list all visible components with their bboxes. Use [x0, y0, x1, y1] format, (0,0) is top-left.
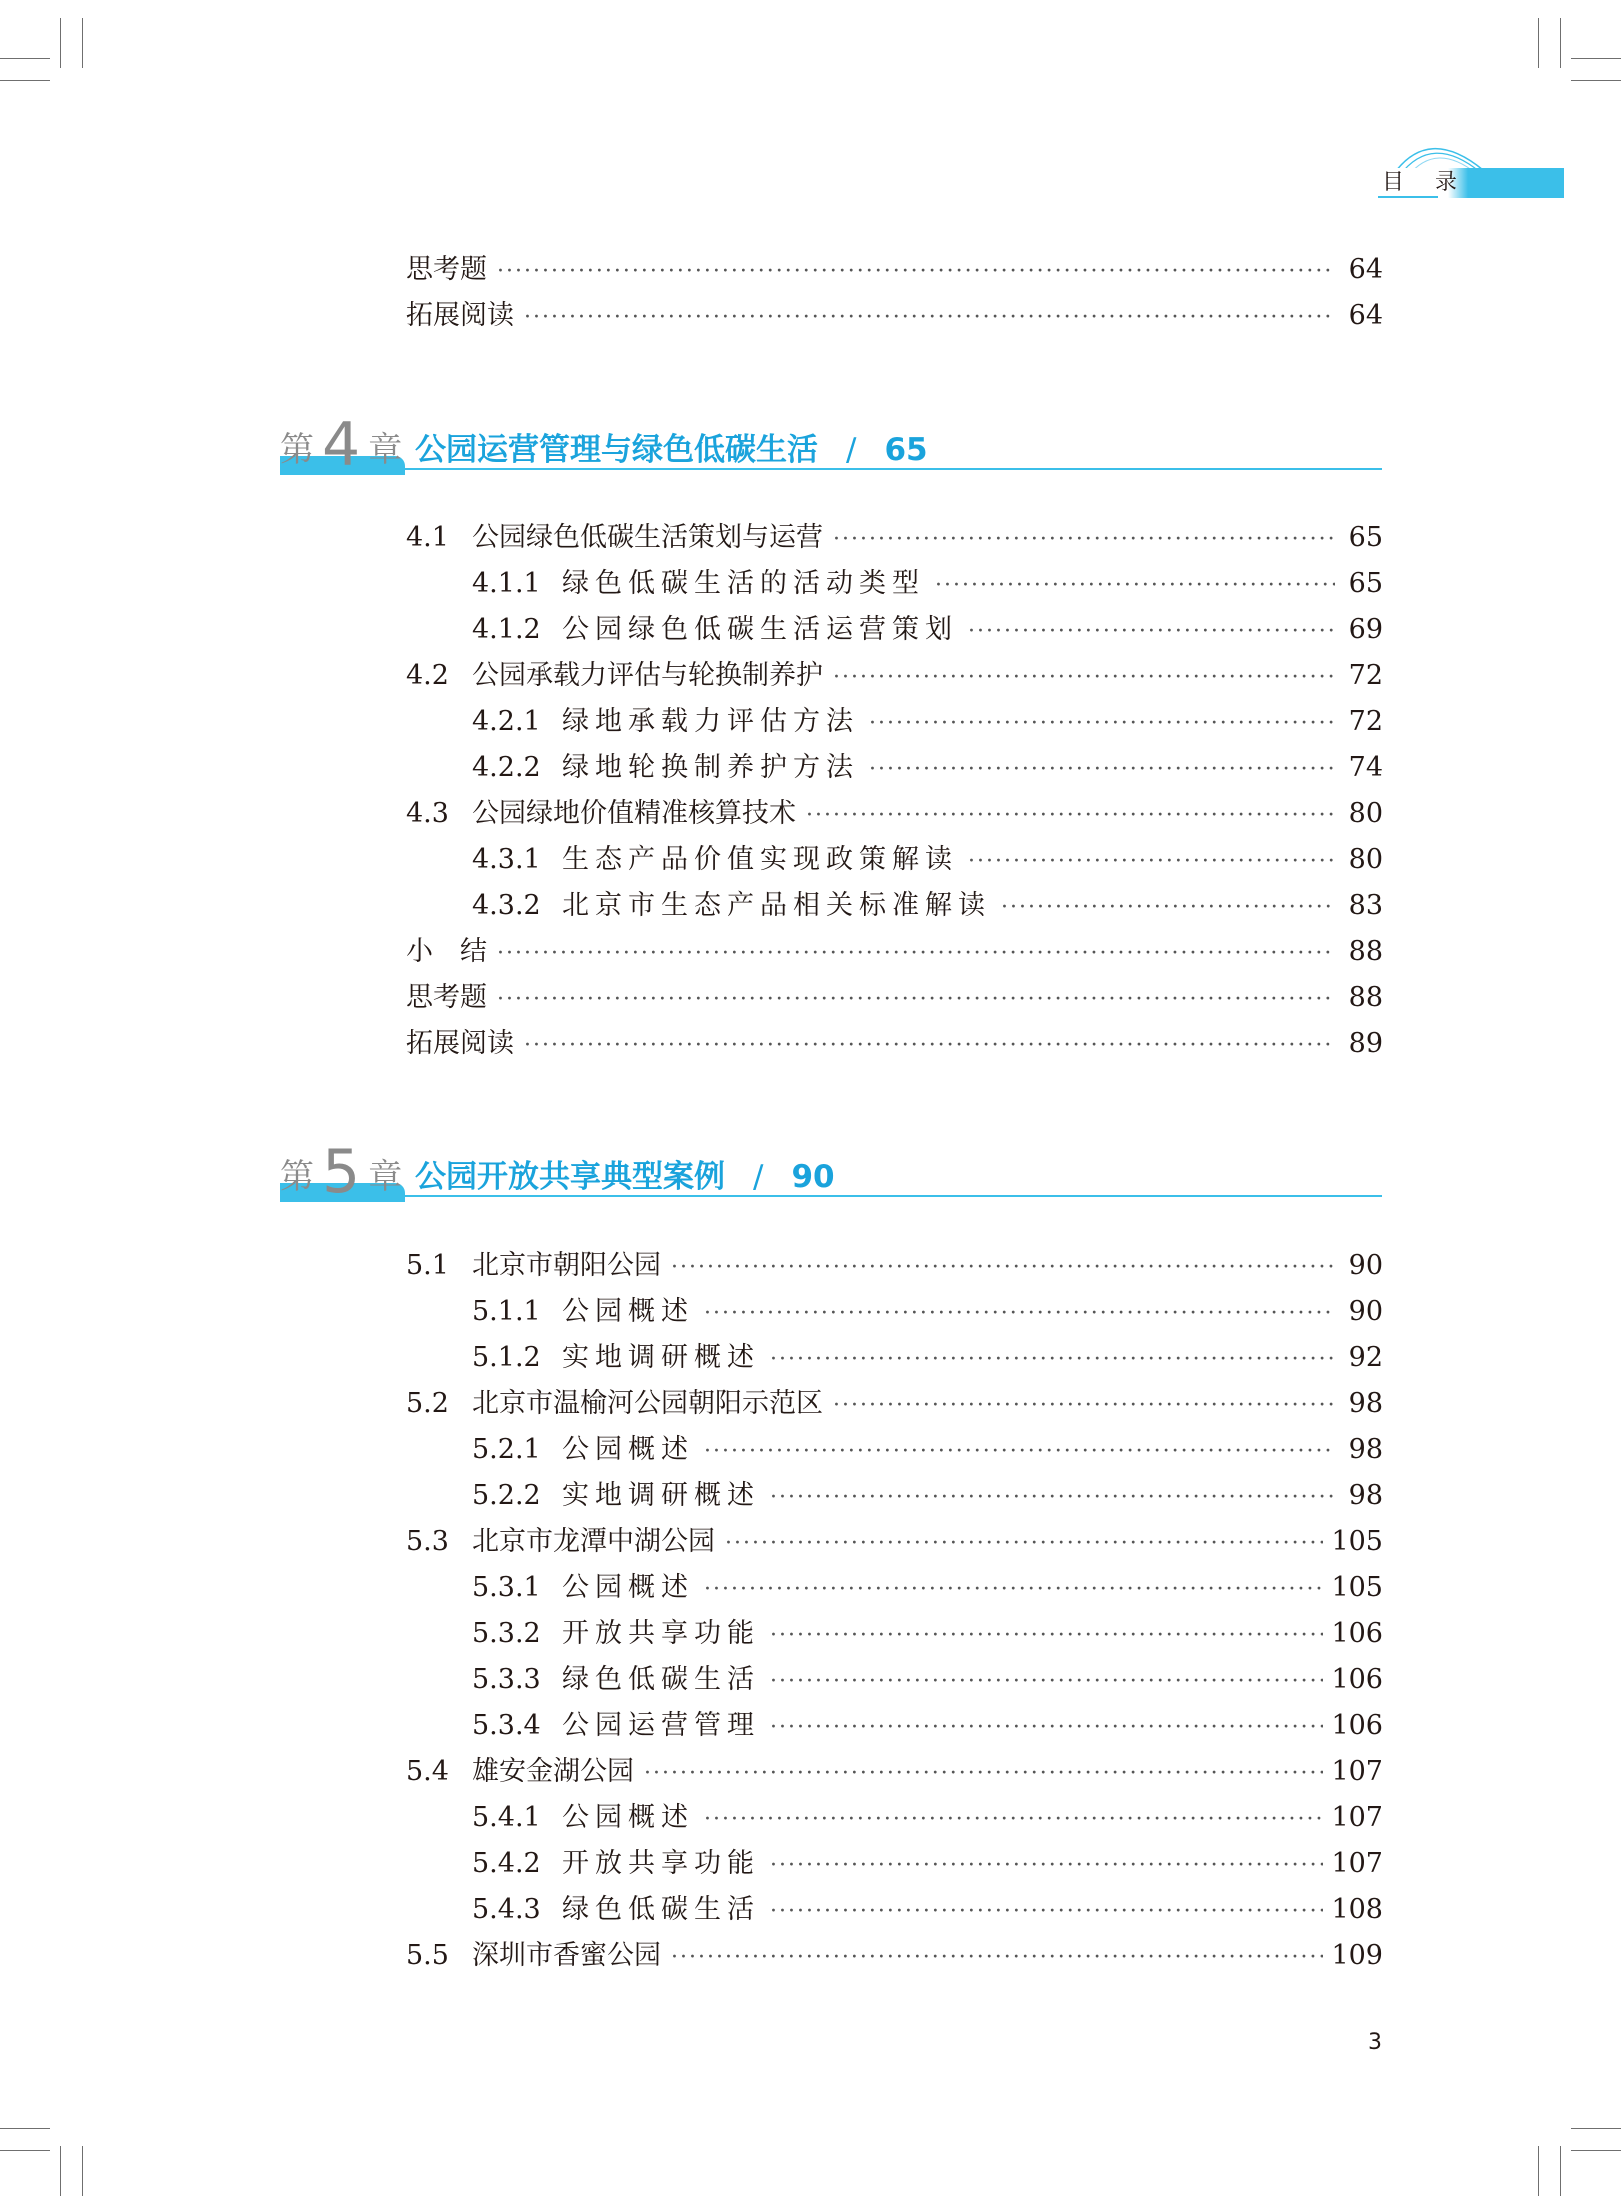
chapter-prefix: 第 [280, 1157, 314, 1197]
crop-mark [1560, 2146, 1561, 2196]
toc-entry-page: 72 [1348, 706, 1383, 737]
chapter-5-heading[interactable] [280, 1137, 1382, 1217]
toc-entry-number: 4.2 [406, 660, 449, 691]
crop-mark [1560, 18, 1561, 68]
toc-entry-title: 公园承载力评估与轮换制养护 [472, 660, 823, 691]
toc-entry-number: 4.3 [406, 798, 449, 829]
toc-entry-page: 98 [1348, 1388, 1383, 1419]
toc-entry[interactable] [406, 296, 1383, 336]
dot-leader [524, 298, 1335, 338]
dot-leader [770, 1708, 1323, 1748]
crop-mark [60, 2146, 61, 2196]
toc-entry[interactable] [406, 978, 1383, 1018]
toc-entry-number: 5.3 [406, 1526, 449, 1557]
chapter-title [415, 1151, 835, 1196]
chapter-4-heading[interactable] [280, 410, 1382, 490]
chapter-title-text: 公园运营管理与绿色低碳生活 [415, 432, 818, 468]
toc-entry-number: 5.3.1 [472, 1572, 541, 1603]
toc-entry-title: 绿色低碳生活 [562, 1894, 760, 1925]
toc-entry-title: 雄安金湖公园 [472, 1756, 634, 1787]
toc-subsection-entry[interactable] [472, 1614, 1383, 1654]
toc-section-entry[interactable] [406, 1936, 1383, 1976]
dot-leader [725, 1524, 1323, 1564]
toc-entry-page: 88 [1348, 936, 1383, 967]
toc-entry-number: 5.4 [406, 1756, 449, 1787]
toc-entry-page: 106 [1331, 1618, 1383, 1649]
toc-entry-title: 绿地轮换制养护方法 [562, 752, 859, 783]
toc-entry-title: 小 结 [406, 936, 487, 967]
dot-leader [806, 796, 1335, 836]
toc-subsection-entry[interactable] [472, 840, 1383, 880]
dot-leader [497, 980, 1335, 1020]
chapter-title-separator: / [753, 1159, 764, 1195]
toc-section-entry[interactable] [406, 1384, 1383, 1424]
dot-leader [671, 1248, 1335, 1288]
dot-leader [704, 1294, 1335, 1334]
toc-section-entry[interactable] [406, 1522, 1383, 1562]
crop-mark [60, 18, 61, 68]
toc-entry[interactable] [406, 932, 1383, 972]
chapter-page: 65 [884, 432, 928, 468]
crop-mark [82, 2146, 83, 2196]
toc-subsection-entry[interactable] [472, 1706, 1383, 1746]
toc-entry-number: 4.2.1 [472, 706, 541, 737]
toc-entry-page: 106 [1331, 1710, 1383, 1741]
chapter-number-label [280, 410, 402, 480]
toc-entry-page: 88 [1348, 982, 1383, 1013]
dot-leader [770, 1340, 1335, 1380]
toc-subsection-entry[interactable] [472, 564, 1383, 604]
toc-entry-number: 5.1.2 [472, 1342, 541, 1373]
chapter-title [415, 424, 928, 469]
toc-entry-title: 拓展阅读 [406, 1028, 514, 1059]
dot-leader [770, 1616, 1323, 1656]
toc-entry-title: 思考题 [406, 254, 487, 285]
toc-entry-title: 公园运营管理 [562, 1710, 760, 1741]
dot-leader [833, 1386, 1335, 1426]
toc-entry-title: 拓展阅读 [406, 300, 514, 331]
toc-section-entry[interactable] [406, 1246, 1383, 1286]
dot-leader [704, 1570, 1323, 1610]
toc-entry-page: 69 [1348, 614, 1383, 645]
dot-leader [968, 612, 1335, 652]
chapter-suffix: 章 [368, 430, 403, 470]
toc-entry-title: 公园绿色低碳生活运营策划 [562, 614, 958, 645]
toc-entry-title: 北京市龙潭中湖公园 [472, 1526, 715, 1557]
toc-entry-number: 5.3.2 [472, 1618, 541, 1649]
toc-entry-title: 绿地承载力评估方法 [562, 706, 859, 737]
crop-mark [1538, 18, 1539, 68]
crop-mark [1571, 2150, 1621, 2151]
toc-entry-number: 5.4.2 [472, 1848, 541, 1879]
toc-section-entry[interactable] [406, 1752, 1383, 1792]
toc-entry-page: 72 [1348, 660, 1383, 691]
toc-entry-page: 107 [1331, 1802, 1383, 1833]
crop-mark [1538, 2146, 1539, 2196]
crop-mark [0, 2128, 50, 2129]
dot-leader [770, 1662, 1323, 1702]
dot-leader [869, 750, 1335, 790]
toc-subsection-entry[interactable] [472, 1568, 1383, 1608]
chapter-title-text: 公园开放共享典型案例 [415, 1159, 725, 1195]
toc-entry-title: 北京市朝阳公园 [472, 1250, 661, 1281]
toc-subsection-entry[interactable] [472, 748, 1383, 788]
toc-entry-title: 北京市生态产品相关标准解读 [562, 890, 991, 921]
toc-entry-number: 5.5 [406, 1940, 449, 1971]
dot-leader [833, 658, 1335, 698]
toc-entry-number: 4.1 [406, 522, 449, 553]
toc-entry-title: 公园概述 [562, 1434, 694, 1465]
toc-subsection-entry[interactable] [472, 1430, 1383, 1470]
toc-entry-page: 90 [1348, 1296, 1383, 1327]
toc-entry-page: 74 [1348, 752, 1383, 783]
toc-entry-title: 公园概述 [562, 1572, 694, 1603]
toc-subsection-entry[interactable] [472, 1890, 1383, 1930]
toc-entry-title: 实地调研概述 [562, 1342, 760, 1373]
toc-entry-title: 深圳市香蜜公园 [472, 1940, 661, 1971]
toc-entry-title: 公园概述 [562, 1802, 694, 1833]
toc-entry-number: 5.1.1 [472, 1296, 541, 1327]
dot-leader [524, 1026, 1335, 1066]
crop-mark [0, 2150, 50, 2151]
toc-entry-number: 5.4.1 [472, 1802, 541, 1833]
toc-entry-page: 108 [1331, 1894, 1383, 1925]
toc-entry-number: 5.2.2 [472, 1480, 541, 1511]
toc-entry-title: 开放共享功能 [562, 1848, 760, 1879]
toc-entry-number: 5.3.3 [472, 1664, 541, 1695]
toc-entry-title: 北京市温榆河公园朝阳示范区 [472, 1388, 823, 1419]
chapter-number: 5 [322, 1137, 361, 1207]
toc-entry-title: 实地调研概述 [562, 1480, 760, 1511]
toc-entry-number: 5.3.4 [472, 1710, 541, 1741]
toc-subsection-entry[interactable] [472, 1798, 1383, 1838]
dot-leader [497, 252, 1335, 292]
chapter-title-separator: / [846, 432, 857, 468]
toc-entry-page: 109 [1331, 1940, 1383, 1971]
toc-entry-page: 65 [1348, 568, 1383, 599]
toc-entry-title: 公园概述 [562, 1296, 694, 1327]
toc-entry[interactable] [406, 250, 1383, 290]
crop-mark [1571, 58, 1621, 59]
toc-subsection-entry[interactable] [472, 702, 1383, 742]
chapter-suffix: 章 [368, 1157, 403, 1197]
toc-entry-number: 5.2.1 [472, 1434, 541, 1465]
dot-leader [770, 1892, 1323, 1932]
toc-entry-page: 83 [1348, 890, 1383, 921]
toc-entry-title: 公园绿地价值精准核算技术 [472, 798, 796, 829]
toc-entry-number: 4.3.2 [472, 890, 541, 921]
toc-subsection-entry[interactable] [472, 1476, 1383, 1516]
toc-entry-page: 89 [1348, 1028, 1383, 1059]
toc-subsection-entry[interactable] [472, 1660, 1383, 1700]
toc-entry-page: 65 [1348, 522, 1383, 553]
dot-leader [770, 1478, 1335, 1518]
toc-subsection-entry[interactable] [472, 1844, 1383, 1884]
dot-leader [671, 1938, 1323, 1978]
toc-subsection-entry[interactable] [472, 1338, 1383, 1378]
toc-entry-title: 公园绿色低碳生活策划与运营 [472, 522, 823, 553]
toc-entry-page: 105 [1331, 1526, 1383, 1557]
toc-entry-number: 5.2 [406, 1388, 449, 1419]
toc-section-entry[interactable] [406, 794, 1383, 834]
chapter-number-label [280, 1137, 402, 1207]
chapter-prefix: 第 [280, 430, 314, 470]
toc-entry-page: 64 [1348, 254, 1383, 285]
toc-section-entry[interactable] [406, 518, 1383, 558]
toc-entry-number: 5.1 [406, 1250, 449, 1281]
section-header-tab [1378, 130, 1564, 198]
toc-entry-page: 107 [1331, 1848, 1383, 1879]
toc-section-entry[interactable] [406, 656, 1383, 696]
crop-mark [82, 18, 83, 68]
toc-entry-number: 4.3.1 [472, 844, 541, 875]
toc-subsection-entry[interactable] [472, 610, 1383, 650]
toc-entry-title: 绿色低碳生活的活动类型 [562, 568, 925, 599]
dot-leader [1001, 888, 1335, 928]
toc-entry-page: 105 [1331, 1572, 1383, 1603]
toc-entry-page: 98 [1348, 1434, 1383, 1465]
dot-leader [833, 520, 1335, 560]
toc-entry-title: 绿色低碳生活 [562, 1664, 760, 1695]
dot-leader [644, 1754, 1323, 1794]
toc-subsection-entry[interactable] [472, 1292, 1383, 1332]
dot-leader [704, 1432, 1335, 1472]
toc-entry-page: 106 [1331, 1664, 1383, 1695]
dot-leader [935, 566, 1335, 606]
toc-entry-page: 90 [1348, 1250, 1383, 1281]
toc-entry-page: 92 [1348, 1342, 1383, 1373]
toc-entry[interactable] [406, 1024, 1383, 1064]
dot-leader [869, 704, 1335, 744]
toc-entry-title: 思考题 [406, 982, 487, 1013]
crop-mark [1571, 2128, 1621, 2129]
toc-entry-number: 4.1.1 [472, 568, 541, 599]
toc-entry-number: 4.1.2 [472, 614, 541, 645]
dot-leader [704, 1800, 1323, 1840]
toc-subsection-entry[interactable] [472, 886, 1383, 926]
toc-entry-page: 80 [1348, 844, 1383, 875]
header-label: 目 录 [1382, 170, 1469, 195]
crop-mark [0, 58, 50, 59]
page-number: 3 [1368, 2030, 1382, 2055]
toc-entry-number: 4.2.2 [472, 752, 541, 783]
toc-entry-page: 98 [1348, 1480, 1383, 1511]
crop-mark [1571, 80, 1621, 81]
dot-leader [968, 842, 1335, 882]
crop-mark [0, 80, 50, 81]
toc-entry-title: 生态产品价值实现政策解读 [562, 844, 958, 875]
chapter-number: 4 [322, 410, 361, 480]
toc-entry-page: 107 [1331, 1756, 1383, 1787]
dot-leader [497, 934, 1335, 974]
dot-leader [770, 1846, 1323, 1886]
toc-entry-page: 80 [1348, 798, 1383, 829]
chapter-page: 90 [791, 1159, 835, 1195]
toc-entry-number: 5.4.3 [472, 1894, 541, 1925]
toc-entry-page: 64 [1348, 300, 1383, 331]
toc-entry-title: 开放共享功能 [562, 1618, 760, 1649]
